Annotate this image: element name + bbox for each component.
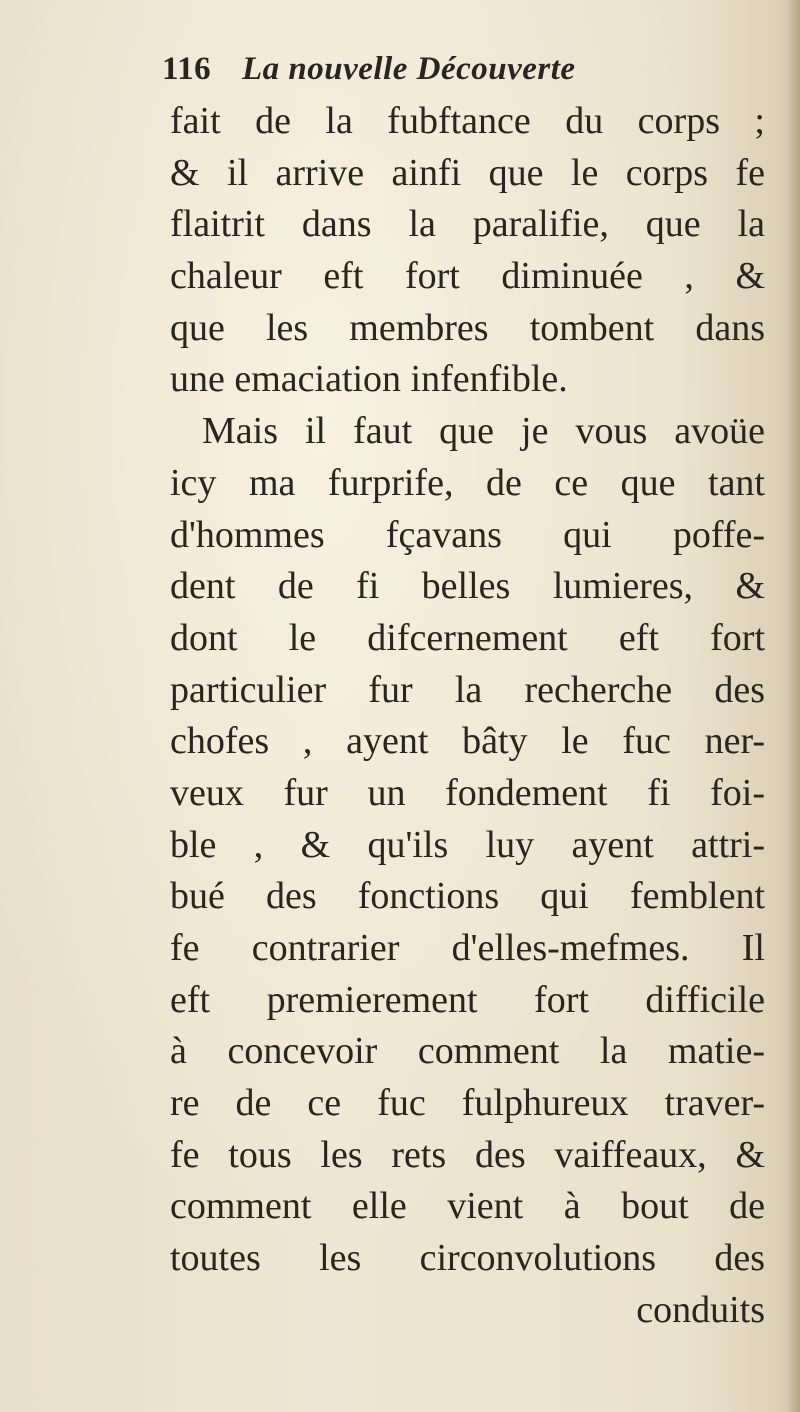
page-number: 116 [162,51,212,87]
catchword: conduits [636,1288,765,1331]
text-line: icy ma furprife, de ce que tant [170,461,765,504]
page-edge-shadow [786,0,800,1412]
running-title: La nouvelle Découverte [242,51,576,87]
text-line: & il arrive ainfi que le corps fe [170,151,765,194]
text-line: fe contrarier d'elles-mefmes. Il [170,927,765,969]
text-line: d'hommes fçavans qui poffe- [170,513,765,556]
text-line: à concevoir comment la matie- [170,1030,765,1073]
text-line: toutes les circonvolutions des [170,1237,765,1280]
text-line: chaleur eft fort diminuée , & [170,255,765,298]
text-line: fait de la fubftance du corps ; [170,100,765,142]
running-head [162,44,722,94]
text-line: Mais il faut que je vous avoüe [202,410,765,453]
text-line: une emaciation infenfible. [170,358,568,401]
text-line: re de ce fuc fulphureux traver- [170,1082,765,1125]
text-line: dont le difcernement eft fort [170,616,765,659]
text-line: fe tous les rets des vaiffeaux, & [170,1133,765,1176]
text-line: veux fur un fondement fi foi- [170,771,765,814]
text-line: bué des fonctions qui femblent [170,875,765,918]
text-line: dent de fi belles lumieres, & [170,565,765,608]
body-text [170,96,765,1337]
text-line: particulier fur la recherche des [170,668,765,711]
text-line: eft premierement fort difficile [170,978,765,1021]
text-line: ble , & qu'ils luy ayent attri- [170,823,765,866]
text-line: que les membres tombent dans [170,306,765,349]
text-line: comment elle vient à bout de [170,1185,765,1228]
text-line: flaitrit dans la paralifie, que la [170,203,765,246]
text-line: chofes , ayent bâty le fuc ner- [170,720,765,763]
